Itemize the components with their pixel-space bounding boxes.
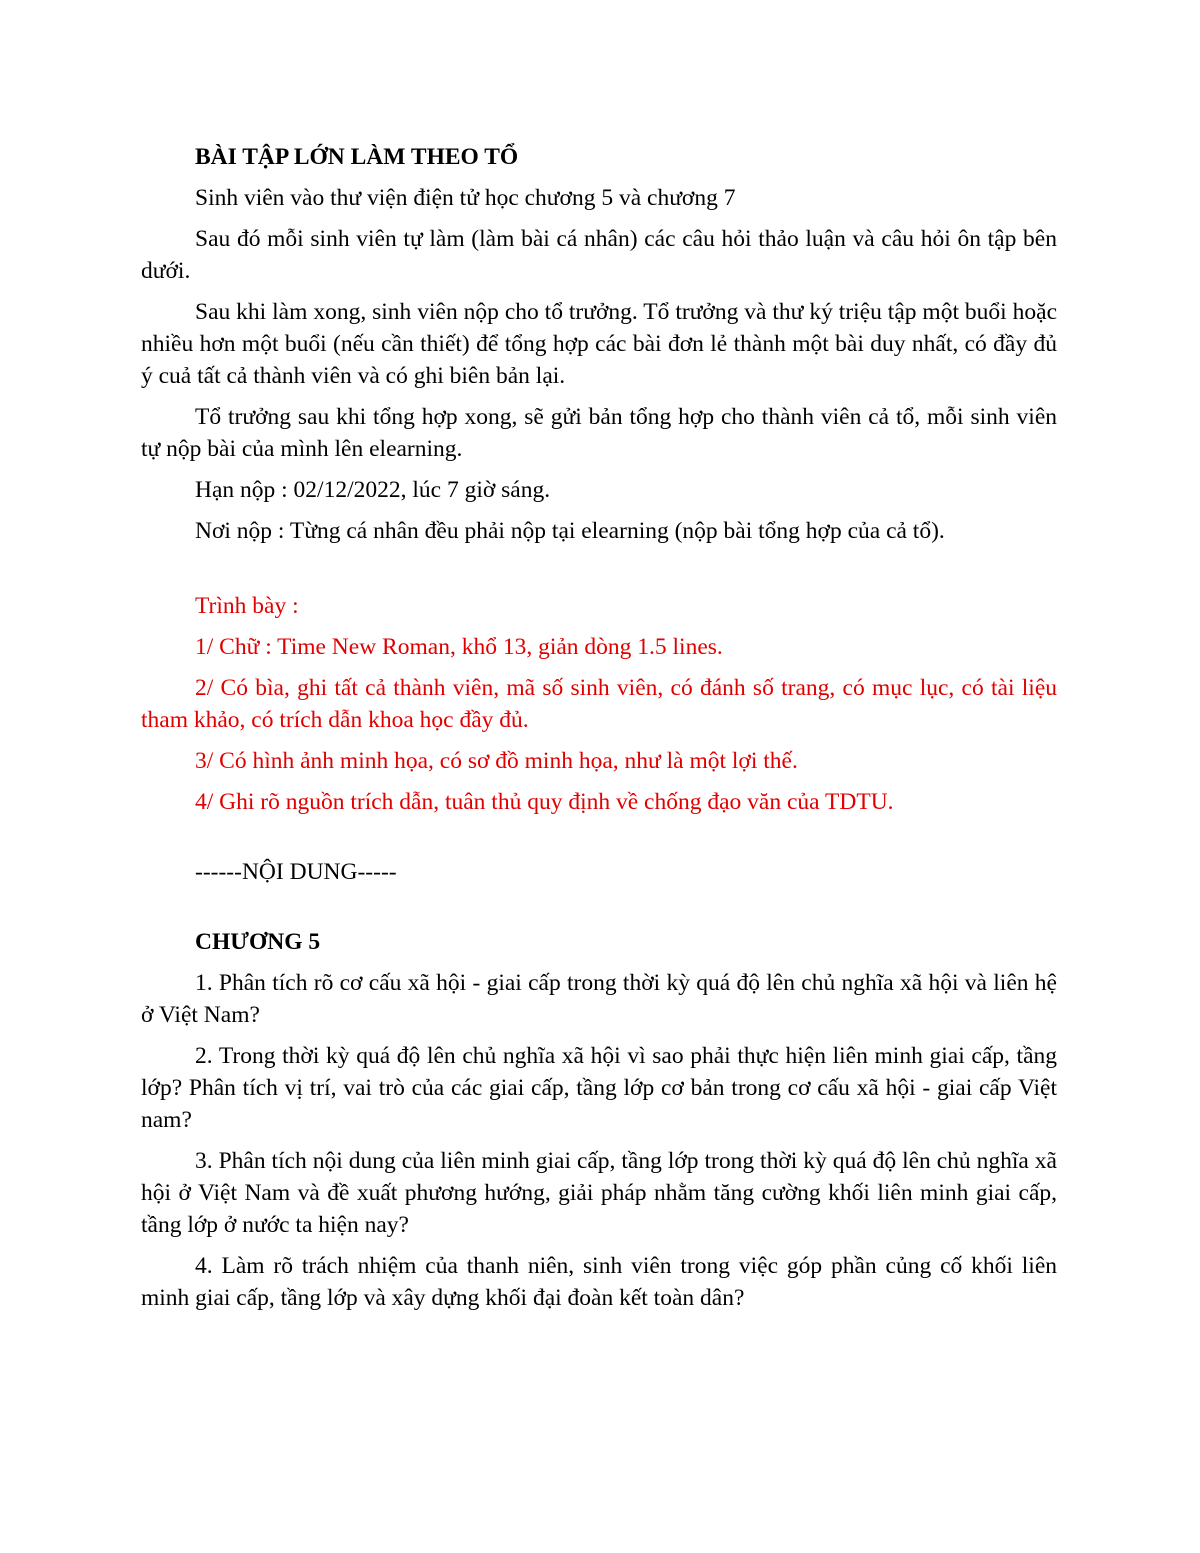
question-2: 2. Trong thời kỳ quá độ lên chủ nghĩa xã hội vì sao phải thực hiện liên minh giai cấp, tầng lớp? Phân tích vị trí, vai trò của các giai cấp, tầng lớp cơ bản trong cơ cấu xã hội - giai cấp Việt nam? bbox=[141, 1043, 1057, 1133]
format-rule-4: 4/ Ghi rõ nguồn trích dẫn, tuân thủ quy định về chống đạo văn của TDTU. bbox=[195, 789, 894, 815]
submission-place-paragraph: Nơi nộp : Từng cá nhân đều phải nộp tại elearning (nộp bài tổng hợp của cả tổ). bbox=[195, 518, 945, 544]
content-divider: ------NỘI DUNG----- bbox=[195, 859, 397, 885]
intro-paragraph-1: Sinh viên vào thư viện điện tử học chương 5 và chương 7 bbox=[195, 185, 736, 211]
format-rule-2: 2/ Có bìa, ghi tất cả thành viên, mã số sinh viên, có đánh số trang, có mục lục, có tài liệu tham khảo, có trích dẫn khoa học đầy đủ. bbox=[141, 675, 1057, 733]
question-1: 1. Phân tích rõ cơ cấu xã hội - giai cấp trong thời kỳ quá độ lên chủ nghĩa xã hội và liên hệ ở Việt Nam? bbox=[141, 970, 1057, 1028]
question-3: 3. Phân tích nội dung của liên minh giai cấp, tầng lớp trong thời kỳ quá độ lên chủ nghĩa xã hội ở Việt Nam và đề xuất phương hướng, giải pháp nhằm tăng cường khối liên minh giai cấp, tầng lớp ở nước ta hiện nay? bbox=[141, 1148, 1057, 1238]
chapter-title: CHƯƠNG 5 bbox=[195, 929, 321, 955]
document-body bbox=[141, 141, 1057, 1323]
deadline-paragraph: Hạn nộp : 02/12/2022, lúc 7 giờ sáng. bbox=[195, 477, 551, 503]
format-rule-1: 1/ Chữ : Time New Roman, khổ 13, giản dòng 1.5 lines. bbox=[195, 634, 723, 660]
format-heading: Trình bày : bbox=[195, 593, 299, 619]
format-rule-3: 3/ Có hình ảnh minh họa, có sơ đồ minh họa, như là một lợi thế. bbox=[195, 748, 798, 774]
intro-paragraph-3: Sau khi làm xong, sinh viên nộp cho tổ trưởng. Tổ trưởng và thư ký triệu tập một buổi hoặc nhiều hơn một buổi (nếu cần thiết) để tổng hợp các bài đơn lẻ thành một bài duy nhất, có đầy đủ ý cuả tất cả thành viên và có ghi biên bản lại. bbox=[141, 299, 1057, 389]
intro-paragraph-2: Sau đó mỗi sinh viên tự làm (làm bài cá nhân) các câu hỏi thảo luận và câu hỏi ôn tập bên dưới. bbox=[141, 226, 1057, 284]
intro-paragraph-4: Tổ trưởng sau khi tổng hợp xong, sẽ gửi bản tổng hợp cho thành viên cả tổ, mỗi sinh viên tự nộp bài của mình lên elearning. bbox=[141, 404, 1057, 462]
question-4: 4. Làm rõ trách nhiệm của thanh niên, sinh viên trong việc góp phần củng cố khối liên minh giai cấp, tầng lớp và xây dựng khối đại đoàn kết toàn dân? bbox=[141, 1253, 1057, 1311]
document-title: BÀI TẬP LỚN LÀM THEO TỔ bbox=[195, 144, 519, 170]
